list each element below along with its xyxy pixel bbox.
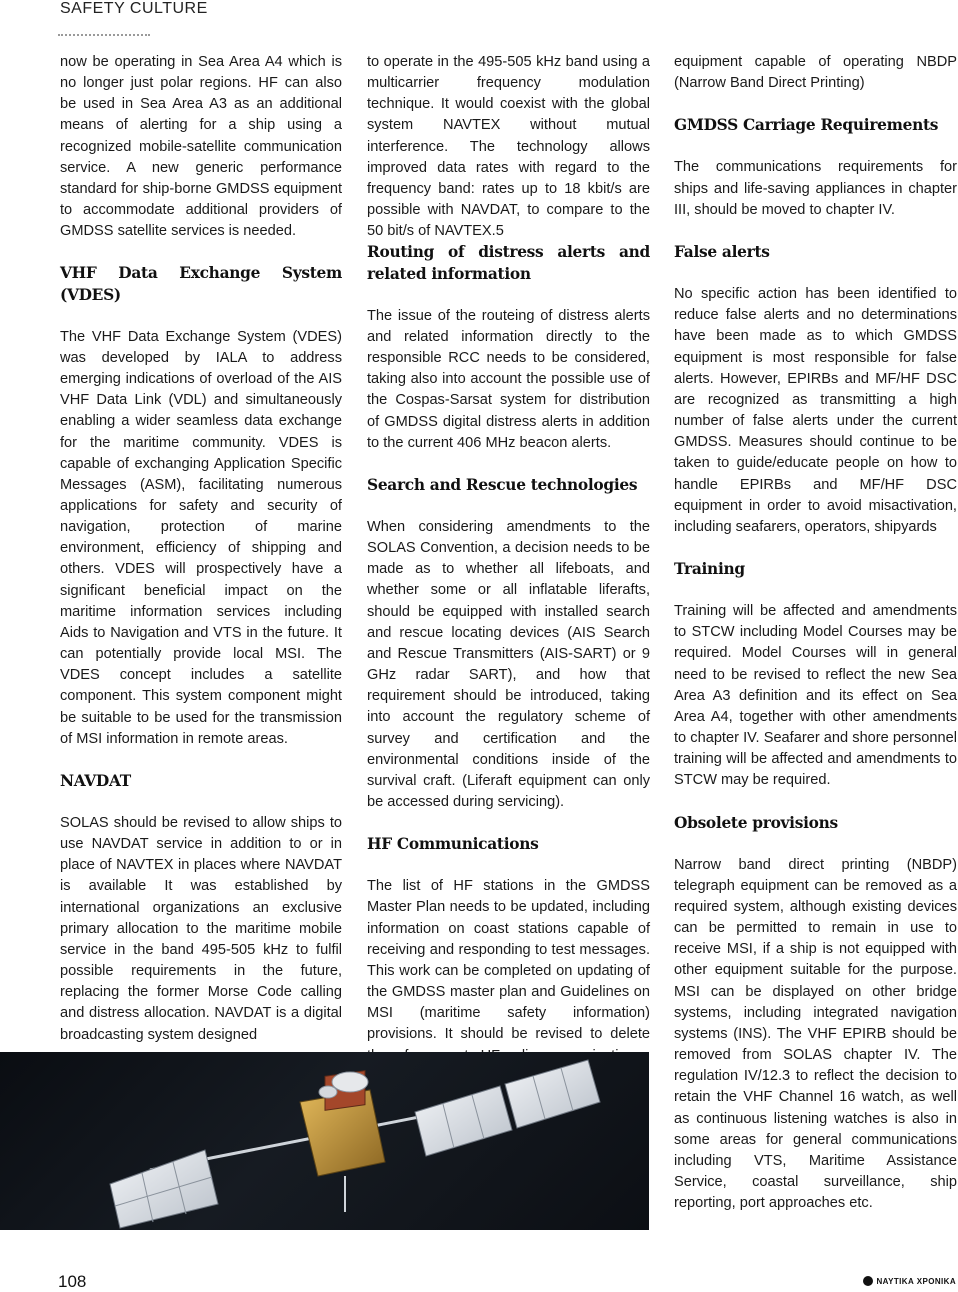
heading-carriage-requirements: GMDSS Carriage Requirements: [674, 116, 939, 135]
satellite-body: [300, 1071, 385, 1212]
heading-navdat: NAVDAT: [60, 771, 131, 790]
satellite-image: [0, 1052, 649, 1230]
heading-routing-distress-alerts: Routing of distress alerts and related information: [367, 243, 650, 283]
paragraph-sea-area-a4: now be operating in Sea Area A4 which is no longer just polar regions. HF can also be used in Sea Area A3 as an additional means of alerting for a ship using a recognized mobile-satellite communication service. A new generic performance standard for ship-borne GMDSS equipment to accommodate additional providers of GMDSS satellite services is needed.: [60, 54, 342, 240]
heading-training: Training: [674, 559, 745, 578]
heading-hf-communications: HF Communications: [367, 835, 539, 854]
paragraph-navdat: SOLAS should be revised to allow ships to use NAVDAT service in addition to or in place of NAVTEX in places where NAVDAT is available It was established by international organizations an exclusive primary allocation to the maritime mobile service in the band 495-505 kHz to fulfil possible requirements in the future, replacing the former Morse Code calling and distress allocation. NAVDAT is a digital broadcasting system designed: [60, 815, 342, 1043]
paragraph-carriage-requirements: The communications requirements for ships and life-saving appliances in chapter III, should be moved to chapter IV.: [674, 159, 957, 218]
paragraph-false-alerts: No specific action has been identified to reduce false alerts and no determinations have been made as to which GMDSS equipment is most responsible for false alerts. However, EPIRBs and MF/HF DSC are recognized as transmitting a high number of false alerts under the current GMDSS. Measures should continue to be taken to guide/educate people on how to handle EPIRBs and MF/HF DSC equipment in order to avoid misactivation, including seafarers, operators, shipyards: [674, 286, 957, 535]
text-column-3: [674, 52, 957, 1214]
publication-logo-icon: [863, 1276, 873, 1286]
page-number: 108: [58, 1272, 87, 1291]
left-solar-array: [110, 1150, 218, 1228]
publication-logo: [863, 1276, 957, 1286]
satellite-illustration: [0, 1052, 649, 1230]
heading-obsolete-provisions: Obsolete provisions: [674, 813, 838, 832]
paragraph-routing: The issue of the routeing of distress alerts and related information directly to the responsible RCC needs to be considered, taking also into account the possible use of the Cospas-Sarsat system for distribution of GMDSS digital distress alerts in addition to the current 406 MHz beacon alerts.: [367, 307, 650, 451]
text-column-2: [367, 52, 650, 1067]
paragraph-navdat-continued: to operate in the 495-505 kHz band using a multicarrier frequency modulation technique. It would coexist with the global system NAVTEX without mutual interference. The technology allows improved data rates with regard to the frequency band: rates up to 18 kbit/s are possible with NAVDAT, to compare to the 50 bit/s of NAVTEX.5: [367, 54, 650, 240]
heading-search-and-rescue: Search and Rescue technologies: [367, 475, 638, 494]
paragraph-nbdp: equipment capable of operating NBDP (Narrow Band Direct Printing): [674, 54, 957, 92]
heading-false-alerts: False alerts: [674, 242, 770, 261]
paragraph-search-and-rescue: When considering amendments to the SOLAS Convention, a decision needs to be made as to whether all lifeboats, and whether some or all inflatable liferafts, should be equipped with installed search and rescue locating devices (AIS Search and Rescue Transmitters (AIS-SART) or 9 GHz radar SART), and how that requirement should be introduced, taking into account the regulatory scheme of survey and certification and the environmental conditions inside of the survival craft. (Liferaft equipment can only be accessed during servicing).: [367, 518, 650, 810]
heading-vdes: VHF Data Exchange System (VDES): [60, 264, 342, 304]
paragraph-hf-communications: The list of HF stations in the GMDSS Master Plan needs to be updated, including information on coast stations capable of receiving and responding to test messages. This work can be completed on updating of the GMDSS master plan and Guidelines on MSI (maritime safety information) provisions. It should be revised to delete: [367, 878, 650, 1043]
paragraph-training: Training will be affected and amendments to STCW including Model Courses may be required. Model Courses will in general need to be revised to reflect the new Sea Area A3 definition and its effect on Sea Area A4, together with other amendments to chapter IV. Seafarer and shore personnel training will be affected and amendments to STCW may be required.: [674, 603, 957, 789]
section-label: SAFETY CULTURE: [60, 0, 208, 17]
paragraph-obsolete-provisions: Narrow band direct printing (NBDP) telegraph equipment can be removed as a required system, although existing devices can be permitted to remain in use to receive MSI, if a ship is not equipped with other equipment suitable for the purpose. MSI can be displayed on other bridge systems, including integrated navigation systems (INS). The VHF EPIRB should be removed from SOLAS chapter IV. The regulation IV/12.3 to reflect the decision to retain the VHF Channel 16 watch, as well as continuous listening watches is also in some areas for general communications including VTS, Maritime Assistance Service, coastal surveillance, ship reporting, port approaches etc.: [674, 856, 957, 1212]
publication-name: ΝΑΥΤΙΚΑ ΧΡΟΝΙΚΑ: [876, 1276, 956, 1286]
text-column-1: [60, 52, 342, 1046]
paragraph-vdes: The VHF Data Exchange System (VDES) was developed by IALA to address emerging indications of overload of the AIS VHF Data Link (VDL) and simultaneously enabling a wider seamless data exchange for the maritime community. VDES is capable of exchanging Application Specific Messages (ASM), facilitating numerous applications for safety and security of navigation, protection of marine environment, efficiency of shipping and others. VDES will prospectively have a significant beneficial impact on the maritime information services including Aids to Navigation and VTS in the future. It can potentially provide local MSI. The VDES concept includes a satellite component. This system component might be suitable to be used for the transmission of MSI information in remote areas.: [60, 328, 342, 747]
right-solar-array: [415, 1060, 600, 1156]
dotted-divider: [58, 34, 150, 36]
